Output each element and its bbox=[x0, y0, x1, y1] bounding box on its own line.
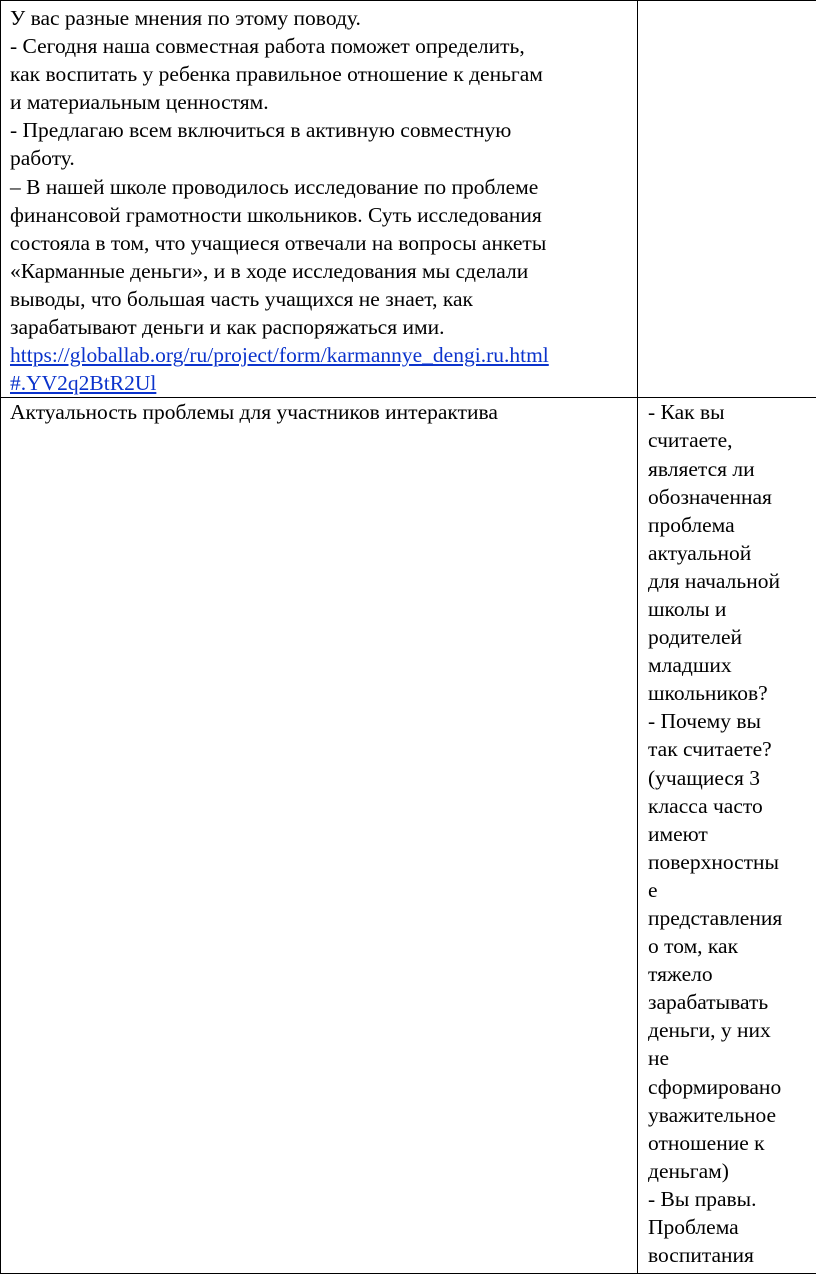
text-line: сформировано bbox=[648, 1073, 810, 1101]
survey-link-continuation[interactable]: #.YV2q2BtR2Ul bbox=[10, 369, 631, 397]
table-cell-stage bbox=[1, 398, 638, 1274]
text-line: школы и bbox=[648, 595, 810, 623]
text-line: Проблема bbox=[648, 1213, 810, 1241]
text-line: обозначенная bbox=[648, 483, 810, 511]
text-line: - Как вы bbox=[648, 398, 810, 426]
table-cell-intro bbox=[1, 1, 638, 398]
text-line: зарабатывают деньги и как распоряжаться ими. bbox=[10, 313, 631, 341]
text-line: школьников? bbox=[648, 679, 810, 707]
text-line: тяжело bbox=[648, 960, 810, 988]
text-line: класса часто bbox=[648, 792, 810, 820]
text-line: - Предлагаю всем включиться в активную совместную bbox=[10, 116, 631, 144]
intro-text bbox=[1, 1, 637, 397]
text-line: как воспитать у ребенка правильное отношение к деньгам bbox=[10, 60, 631, 88]
text-line: – В нашей школе проводилось исследование по проблеме bbox=[10, 173, 631, 201]
text-line: так считаете? bbox=[648, 735, 810, 763]
text-line: воспитания bbox=[648, 1241, 810, 1269]
table-cell-empty bbox=[638, 1, 816, 398]
text-line: работу. bbox=[10, 144, 631, 172]
text-line: - Почему вы bbox=[648, 707, 810, 735]
table-row bbox=[1, 1, 816, 398]
teacher-questions bbox=[638, 398, 816, 1269]
text-line: уважительное bbox=[648, 1101, 810, 1129]
text-line: - Сегодня наша совместная работа поможет определить, bbox=[10, 32, 631, 60]
text-line: младших bbox=[648, 651, 810, 679]
text-line: поверхностны bbox=[648, 848, 810, 876]
survey-link[interactable]: https://globallab.org/ru/project/form/karmannye_dengi.ru.html bbox=[10, 341, 631, 369]
text-line: и материальным ценностям. bbox=[10, 88, 631, 116]
table-row bbox=[1, 398, 816, 1274]
text-line: У вас разные мнения по этому поводу. bbox=[10, 4, 631, 32]
text-line: состояла в том, что учащиеся отвечали на вопросы анкеты bbox=[10, 229, 631, 257]
stage-title: Актуальность проблемы для участников интерактива bbox=[1, 398, 637, 426]
text-line: выводы, что большая часть учащихся не знает, как bbox=[10, 285, 631, 313]
text-line: е bbox=[648, 876, 810, 904]
text-line: деньги, у них bbox=[648, 1016, 810, 1044]
text-line: считаете, bbox=[648, 426, 810, 454]
text-line: о том, как bbox=[648, 932, 810, 960]
text-line: финансовой грамотности школьников. Суть исследования bbox=[10, 201, 631, 229]
text-line: (учащиеся 3 bbox=[648, 764, 810, 792]
text-line: для начальной bbox=[648, 567, 810, 595]
text-line: имеют bbox=[648, 820, 810, 848]
text-line: зарабатывать bbox=[648, 988, 810, 1016]
text-line: родителей bbox=[648, 623, 810, 651]
text-line: не bbox=[648, 1044, 810, 1072]
table-cell-questions bbox=[638, 398, 816, 1274]
text-line: проблема bbox=[648, 511, 810, 539]
text-line: деньгам) bbox=[648, 1157, 810, 1185]
text-line: - Вы правы. bbox=[648, 1185, 810, 1213]
text-line: представления bbox=[648, 904, 810, 932]
text-line: отношение к bbox=[648, 1129, 810, 1157]
text-line: «Карманные деньги», и в ходе исследования мы сделали bbox=[10, 257, 631, 285]
text-line: является ли bbox=[648, 455, 810, 483]
text-line: актуальной bbox=[648, 539, 810, 567]
